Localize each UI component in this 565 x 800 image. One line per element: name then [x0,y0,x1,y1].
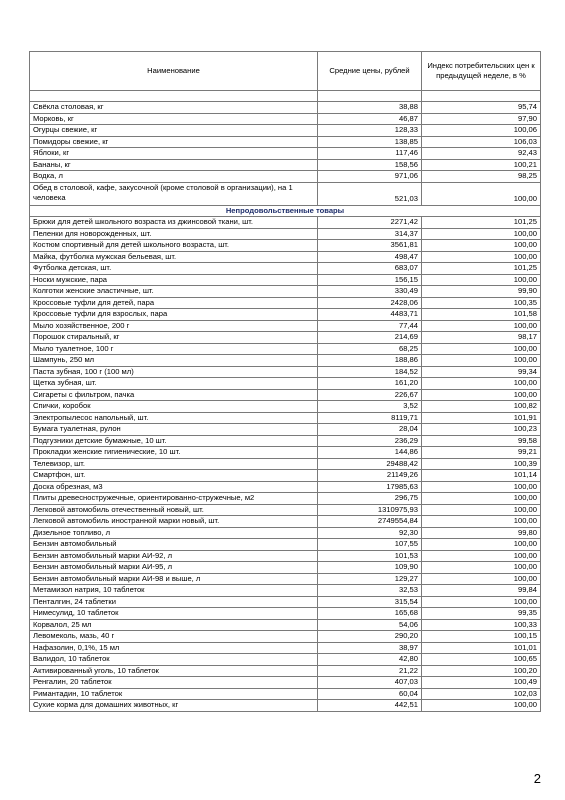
cell-index: 100,00 [422,389,541,401]
table-row [30,608,541,620]
cell-price: 46,87 [318,113,422,125]
table-row [30,504,541,516]
cell-name: Сигареты с фильтром, пачка [30,389,318,401]
cell-index: 98,25 [422,171,541,183]
cell-index: 101,14 [422,470,541,482]
cell-index: 98,17 [422,332,541,344]
cell-index: 100,00 [422,182,541,205]
table-row [30,688,541,700]
cell-name: Бананы, кг [30,159,318,171]
cell-price: 32,53 [318,585,422,597]
cell-index: 100,35 [422,297,541,309]
cell-price: 2428,06 [318,297,422,309]
cell-name: Шампунь, 250 мл [30,355,318,367]
cell-name: Пеленки для новорожденных, шт. [30,228,318,240]
table-row [30,481,541,493]
cell-price: 3561,81 [318,240,422,252]
cell-name: Бензин автомобильный марки АИ-98 и выше, л [30,573,318,585]
table-row [30,320,541,332]
cell-name: Римантадин, 10 таблеток [30,688,318,700]
price-table-container [29,51,540,712]
cell-price: 442,51 [318,700,422,712]
table-row [30,297,541,309]
cell-name: Активированный уголь, 10 таблеток [30,665,318,677]
cell-price: 92,30 [318,527,422,539]
cell-name: Огурцы свежие, кг [30,125,318,137]
cell-name: Левомеколь, мазь, 40 г [30,631,318,643]
table-row [30,309,541,321]
table-row [30,654,541,666]
cell-name: Яблоки, кг [30,148,318,160]
table-row [30,562,541,574]
table-row [30,412,541,424]
cell-name: Кроссовые туфли для взрослых, пара [30,309,318,321]
cell-name: Мыло хозяйственное, 200 г [30,320,318,332]
table-row [30,424,541,436]
cell-price: 42,80 [318,654,422,666]
table-row [30,539,541,551]
cell-price: 407,03 [318,677,422,689]
table-row [30,516,541,528]
cell-name: Водка, л [30,171,318,183]
cell-index: 100,21 [422,159,541,171]
cell-name: Костюм спортивный для детей школьного возраста, шт. [30,240,318,252]
cell-name: Щетка зубная, шт. [30,378,318,390]
table-row [30,677,541,689]
cell-price: 521,03 [318,182,422,205]
table-row [30,113,541,125]
cell-index: 100,00 [422,550,541,562]
cell-price: 17985,63 [318,481,422,493]
cell-index: 100,20 [422,665,541,677]
table-row [30,148,541,160]
cell-price: 188,86 [318,355,422,367]
cell-index: 100,00 [422,274,541,286]
cell-name: Колготки женские эластичные, шт. [30,286,318,298]
table-row [30,470,541,482]
table-row [30,343,541,355]
table-row [30,447,541,459]
cell-name: Помидоры свежие, кг [30,136,318,148]
cell-price: 214,69 [318,332,422,344]
cell-index: 106,03 [422,136,541,148]
cell-name: Прокладки женские гигиенические, 10 шт. [30,447,318,459]
cell-index: 100,00 [422,573,541,585]
cell-index: 99,35 [422,608,541,620]
cell-name: Порошок стиральный, кг [30,332,318,344]
cell-price: 8119,71 [318,412,422,424]
cell-price: 144,86 [318,447,422,459]
cell-price: 60,04 [318,688,422,700]
cell-price: 683,07 [318,263,422,275]
cell-index: 100,00 [422,228,541,240]
cell-price: 117,46 [318,148,422,160]
cell-index: 99,58 [422,435,541,447]
cell-name: Спички, коробок [30,401,318,413]
table-row [30,378,541,390]
cell-price: 54,06 [318,619,422,631]
cell-index: 92,43 [422,148,541,160]
cell-index: 99,80 [422,527,541,539]
cell-price: 971,06 [318,171,422,183]
cell-index: 100,00 [422,562,541,574]
table-row [30,458,541,470]
table-row [30,596,541,608]
cell-index: 100,06 [422,125,541,137]
cell-name: Нафазолин, 0,1%, 15 мл [30,642,318,654]
table-row [30,642,541,654]
cell-index: 102,03 [422,688,541,700]
cell-name: Обед в столовой, кафе, закусочной (кроме столовой в организации), на 1 человека [30,182,318,205]
table-row [30,136,541,148]
table-row [30,573,541,585]
price-table [29,51,541,712]
cell-price: 77,44 [318,320,422,332]
cell-name: Свёкла столовая, кг [30,102,318,114]
cell-name: Бензин автомобильный марки АИ-95, л [30,562,318,574]
cell-index: 100,00 [422,320,541,332]
cell-index: 97,90 [422,113,541,125]
table-body [30,91,541,712]
cell-name: Кроссовые туфли для детей, пара [30,297,318,309]
cell-name: Корвалол, 25 мл [30,619,318,631]
cell-price: 38,97 [318,642,422,654]
table-row [30,401,541,413]
cell-index: 100,00 [422,596,541,608]
cell-name: Дизельное топливо, л [30,527,318,539]
table-row [30,700,541,712]
cell-index: 101,01 [422,642,541,654]
table-row [30,228,541,240]
cell-price: 165,68 [318,608,422,620]
table-row [30,251,541,263]
cell-name: Пенталгин, 24 таблетки [30,596,318,608]
cell-price: 29488,42 [318,458,422,470]
cell-price: 138,85 [318,136,422,148]
cell-name: Носки мужские, пара [30,274,318,286]
cell-index: 101,91 [422,412,541,424]
cell-name: Телевизор, шт. [30,458,318,470]
cell-name: Доска обрезная, м3 [30,481,318,493]
cell-price: 38,88 [318,102,422,114]
cell-name: Электропылесос напольный, шт. [30,412,318,424]
cell-index: 100,65 [422,654,541,666]
cell-price: 3,52 [318,401,422,413]
cell-index: 101,25 [422,217,541,229]
cell-index: 100,00 [422,355,541,367]
cell-price: 101,53 [318,550,422,562]
header-index: Индекс потребительских цен к предыдущей неделе, в % [422,52,541,91]
cell-name: Валидол, 10 таблеток [30,654,318,666]
cell-index: 100,00 [422,378,541,390]
cell-price: 21,22 [318,665,422,677]
cell-index: 100,00 [422,481,541,493]
cell-price: 129,27 [318,573,422,585]
cell-index: 100,15 [422,631,541,643]
cell-index: 100,33 [422,619,541,631]
cell-name: Нимесулид, 10 таблеток [30,608,318,620]
table-row [30,274,541,286]
table-row [30,355,541,367]
cell-index: 100,00 [422,504,541,516]
cell-index: 99,21 [422,447,541,459]
cell-price: 184,52 [318,366,422,378]
cell-price: 290,20 [318,631,422,643]
table-row [30,631,541,643]
cell-index: 101,58 [422,309,541,321]
cell-price: 315,54 [318,596,422,608]
section-title: Непродовольственные товары [30,205,541,217]
table-row [30,366,541,378]
cell-price: 28,04 [318,424,422,436]
cell-price: 1310975,93 [318,504,422,516]
header-price: Средние цены, рублей [318,52,422,91]
cell-index: 99,84 [422,585,541,597]
cell-price: 314,37 [318,228,422,240]
table-row [30,665,541,677]
page-number: 2 [533,771,541,786]
cell-price: 158,56 [318,159,422,171]
cell-index: 100,00 [422,516,541,528]
cell-price: 296,75 [318,493,422,505]
cell-name: Сухие корма для домашних животных, кг [30,700,318,712]
spacer-row [30,91,541,102]
table-row [30,263,541,275]
table-row [30,332,541,344]
table-row [30,240,541,252]
table-row [30,389,541,401]
cell-name: Брюки для детей школьного возраста из джинсовой ткани, шт. [30,217,318,229]
cell-index: 99,90 [422,286,541,298]
cell-price: 330,49 [318,286,422,298]
cell-name: Легковой автомобиль отечественный новый, шт. [30,504,318,516]
cell-price: 161,20 [318,378,422,390]
cell-name: Ренгалин, 20 таблеток [30,677,318,689]
cell-price: 128,33 [318,125,422,137]
header-name: Наименование [30,52,318,91]
cell-price: 109,90 [318,562,422,574]
cell-index: 100,00 [422,700,541,712]
table-row [30,585,541,597]
cell-name: Плиты древесностружечные, ориентированно-стружечные, м2 [30,493,318,505]
table-row [30,619,541,631]
cell-name: Мыло туалетное, 100 г [30,343,318,355]
table-header-row [30,52,541,91]
cell-price: 498,47 [318,251,422,263]
cell-price: 2271,42 [318,217,422,229]
cell-name: Майка, футболка мужская бельевая, шт. [30,251,318,263]
cell-name: Паста зубная, 100 г (100 мл) [30,366,318,378]
cell-index: 100,00 [422,240,541,252]
cell-price: 2749554,84 [318,516,422,528]
cell-price: 107,55 [318,539,422,551]
cell-name: Морковь, кг [30,113,318,125]
cell-index: 95,74 [422,102,541,114]
cell-index: 100,00 [422,251,541,263]
cell-index: 100,00 [422,539,541,551]
cell-name: Легковой автомобиль иностранной марки новый, шт. [30,516,318,528]
table-row [30,527,541,539]
cell-index: 101,25 [422,263,541,275]
cell-price: 156,15 [318,274,422,286]
cell-name: Метамизол натрия, 10 таблеток [30,585,318,597]
table-row [30,217,541,229]
cell-price: 21149,26 [318,470,422,482]
table-row [30,286,541,298]
cell-name: Смартфон, шт. [30,470,318,482]
cell-name: Бензин автомобильный [30,539,318,551]
cell-index: 100,23 [422,424,541,436]
table-row [30,171,541,183]
cell-name: Бензин автомобильный марки АИ-92, л [30,550,318,562]
cell-price: 68,25 [318,343,422,355]
cell-name: Подгузники детские бумажные, 10 шт. [30,435,318,447]
cell-index: 100,00 [422,493,541,505]
table-row [30,102,541,114]
table-row [30,182,541,205]
table-row [30,435,541,447]
table-row [30,159,541,171]
cell-price: 226,67 [318,389,422,401]
section-row [30,205,541,217]
cell-name: Футболка детская, шт. [30,263,318,275]
table-row [30,550,541,562]
cell-index: 99,34 [422,366,541,378]
table-row [30,493,541,505]
cell-index: 100,00 [422,343,541,355]
cell-index: 100,39 [422,458,541,470]
cell-name: Бумага туалетная, рулон [30,424,318,436]
table-row [30,125,541,137]
cell-price: 4483,71 [318,309,422,321]
cell-price: 236,29 [318,435,422,447]
cell-index: 100,82 [422,401,541,413]
cell-index: 100,49 [422,677,541,689]
